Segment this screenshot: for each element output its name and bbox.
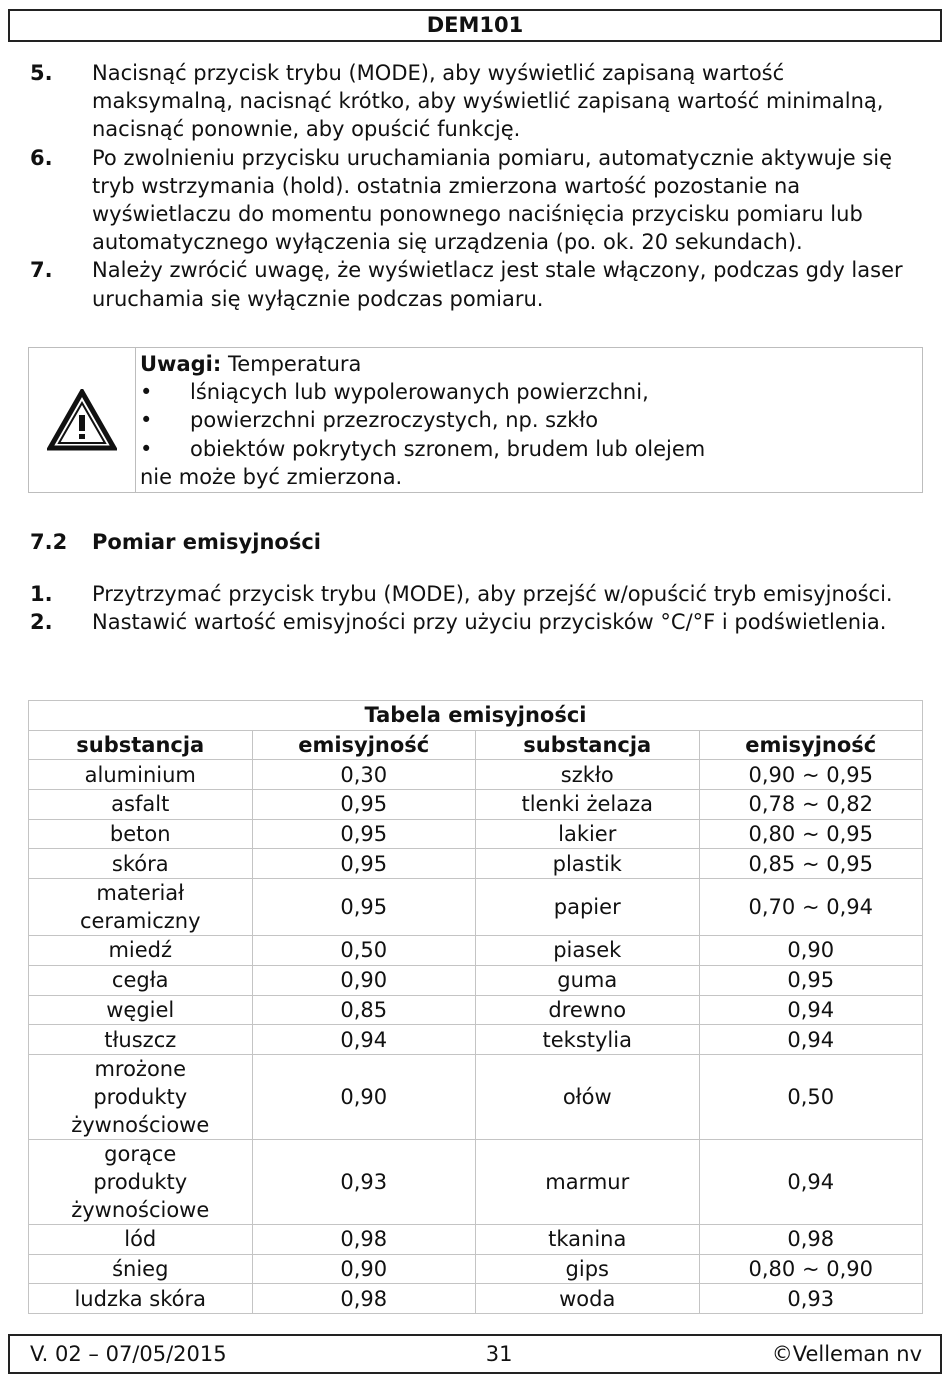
- table-cell: 0,90: [699, 936, 923, 966]
- table-row: [29, 995, 923, 1025]
- table-cell: 0,95: [252, 790, 476, 820]
- table-row: [29, 1284, 923, 1314]
- table-cell: asfalt: [29, 790, 253, 820]
- table-row: [29, 1054, 923, 1139]
- warning-bullet: [140, 378, 705, 406]
- table-cell: 0,90 ~ 0,95: [699, 760, 923, 790]
- table-cell: gorące produkty żywnościowe: [29, 1139, 253, 1224]
- step-text: Nastawić wartość emisyjności przy użyciu przycisków °C/°F i podświetlenia.: [92, 610, 887, 635]
- section-heading: [30, 530, 321, 554]
- table-row: [29, 936, 923, 966]
- step-text: Po zwolnieniu przycisku uruchamiania pomiaru, automatycznie aktywuje się tryb wstrzymania (hold). ostatnia zmierzona wartość pozostanie na wyświetlaczu do momentu ponownego naciśnięcia przycisku pomiaru lub automatycznego wyłączenia się urządzenia (po. ok. 20 sekundach).: [92, 145, 893, 255]
- warning-content: [136, 348, 705, 492]
- table-cell: śnieg: [29, 1254, 253, 1284]
- table-row: [29, 1224, 923, 1254]
- table-row: [29, 879, 923, 936]
- step-number: 6.: [30, 145, 53, 170]
- table-cell: cegła: [29, 965, 253, 995]
- table-row: [29, 1025, 923, 1055]
- bullet-symbol: •: [140, 380, 153, 405]
- bullet-text: powierzchni przezroczystych, np. szkło: [190, 408, 599, 433]
- table-cell: 0,90: [252, 1054, 476, 1139]
- table-cell: 0,98: [252, 1284, 476, 1314]
- table-row: [29, 849, 923, 879]
- table-cell: 0,90: [252, 1254, 476, 1284]
- table-title-row: [29, 701, 923, 731]
- table-cell: plastik: [476, 849, 700, 879]
- table-cell: 0,30: [252, 760, 476, 790]
- table-cell: węgiel: [29, 995, 253, 1025]
- footer-copyright: ©Velleman nv: [771, 1342, 922, 1366]
- table-cell: 0,85: [252, 995, 476, 1025]
- table-header-row: [29, 730, 923, 760]
- table-body: [29, 760, 923, 1314]
- table-cell: mrożone produkty żywnościowe: [29, 1054, 253, 1139]
- table-cell: marmur: [476, 1139, 700, 1224]
- step-number: 7.: [30, 258, 53, 283]
- table-cell: 0,93: [699, 1284, 923, 1314]
- bullet-symbol: •: [140, 436, 153, 461]
- list-item: [30, 608, 930, 636]
- table-cell: drewno: [476, 995, 700, 1025]
- table-row: [29, 790, 923, 820]
- table-cell: 0,93: [252, 1139, 476, 1224]
- footer-version: V. 02 – 07/05/2015: [30, 1342, 227, 1366]
- table-cell: tłuszcz: [29, 1025, 253, 1055]
- column-header: emisyjność: [699, 730, 923, 760]
- bullet-symbol: •: [140, 408, 153, 433]
- table-cell: 0,98: [699, 1224, 923, 1254]
- step-text: Przytrzymać przycisk trybu (MODE), aby przejść w/opuścić tryb emisyjności.: [92, 582, 893, 606]
- table-cell: 0,94: [699, 995, 923, 1025]
- table-cell: 0,98: [252, 1224, 476, 1254]
- table-cell: ołów: [476, 1054, 700, 1139]
- table-cell: 0,94: [252, 1025, 476, 1055]
- table-cell: 0,95: [252, 849, 476, 879]
- table-cell: guma: [476, 965, 700, 995]
- table-cell: szkło: [476, 760, 700, 790]
- column-header: substancja: [29, 730, 253, 760]
- table-cell: skóra: [29, 849, 253, 879]
- table-cell: materiał ceramiczny: [29, 879, 253, 936]
- table-cell: papier: [476, 879, 700, 936]
- table-cell: 0,70 ~ 0,94: [699, 879, 923, 936]
- document-title: DEM101: [426, 13, 524, 37]
- table-cell: tlenki żelaza: [476, 790, 700, 820]
- table-row: [29, 760, 923, 790]
- table-cell: 0,85 ~ 0,95: [699, 849, 923, 879]
- table-cell: lakier: [476, 819, 700, 849]
- table-cell: 0,50: [252, 936, 476, 966]
- section-number: 7.2: [30, 530, 68, 554]
- warning-triangle-icon: [47, 389, 117, 451]
- table-row: [29, 819, 923, 849]
- table-cell: aluminium: [29, 760, 253, 790]
- table-cell: woda: [476, 1284, 700, 1314]
- list-item: [30, 59, 930, 144]
- step-number: 5.: [30, 61, 53, 85]
- warning-bullet: [140, 406, 705, 434]
- warning-intro: [140, 350, 705, 378]
- steps-list-top: [30, 59, 930, 313]
- list-item: [30, 256, 930, 312]
- table-cell: piasek: [476, 936, 700, 966]
- table-cell: 0,80 ~ 0,95: [699, 819, 923, 849]
- warning-intro-text: Temperatura: [221, 352, 362, 376]
- section-title: Pomiar emisyjności: [92, 530, 321, 554]
- table-cell: miedź: [29, 936, 253, 966]
- page-number: 31: [485, 1342, 513, 1366]
- warning-icon-cell: [29, 348, 136, 492]
- list-item: [30, 580, 930, 608]
- table-cell: ludzka skóra: [29, 1284, 253, 1314]
- table-cell: 0,95: [252, 879, 476, 936]
- table-row: [29, 965, 923, 995]
- emissivity-table: [28, 700, 923, 1314]
- column-header: substancja: [476, 730, 700, 760]
- warning-outro: nie może być zmierzona.: [140, 464, 403, 489]
- table-cell: 0,50: [699, 1054, 923, 1139]
- table-row: [29, 1139, 923, 1224]
- column-header: emisyjność: [252, 730, 476, 760]
- table-cell: 0,80 ~ 0,90: [699, 1254, 923, 1284]
- warning-bullet: [140, 435, 705, 463]
- step-text: Należy zwrócić uwagę, że wyświetlacz jest stale włączony, podczas gdy laser uruchamia się wyłącznie podczas pomiaru.: [92, 258, 903, 311]
- table-cell: lód: [29, 1224, 253, 1254]
- bullet-text: obiektów pokrytych szronem, brudem lub olejem: [190, 436, 706, 461]
- table-cell: 0,95: [252, 819, 476, 849]
- table-cell: 0,94: [699, 1025, 923, 1055]
- page-header: [8, 9, 942, 42]
- list-item: [30, 144, 930, 257]
- table-cell: 0,95: [699, 965, 923, 995]
- table-cell: gips: [476, 1254, 700, 1284]
- table-cell: tkanina: [476, 1224, 700, 1254]
- steps-list-emissivity: [30, 580, 930, 636]
- table-cell: 0,94: [699, 1139, 923, 1224]
- table-cell: tekstylia: [476, 1025, 700, 1055]
- step-text: Nacisnąć przycisk trybu (MODE), aby wyświetlić zapisaną wartość maksymalną, nacisnąć krótko, aby wyświetlić zapisaną wartość minimalną, nacisnąć ponownie, aby opuścić funkcję.: [92, 61, 884, 142]
- step-number: 1.: [30, 582, 53, 606]
- page-footer: [8, 1334, 942, 1374]
- table-title: Tabela emisyjności: [29, 701, 923, 731]
- bullet-text: lśniących lub wypolerowanych powierzchni,: [190, 380, 649, 405]
- warning-box: [28, 347, 923, 493]
- step-number: 2.: [30, 610, 53, 635]
- table-cell: 0,78 ~ 0,82: [699, 790, 923, 820]
- table-cell: 0,90: [252, 965, 476, 995]
- warning-label: Uwagi:: [140, 352, 222, 376]
- table-row: [29, 1254, 923, 1284]
- table-cell: beton: [29, 819, 253, 849]
